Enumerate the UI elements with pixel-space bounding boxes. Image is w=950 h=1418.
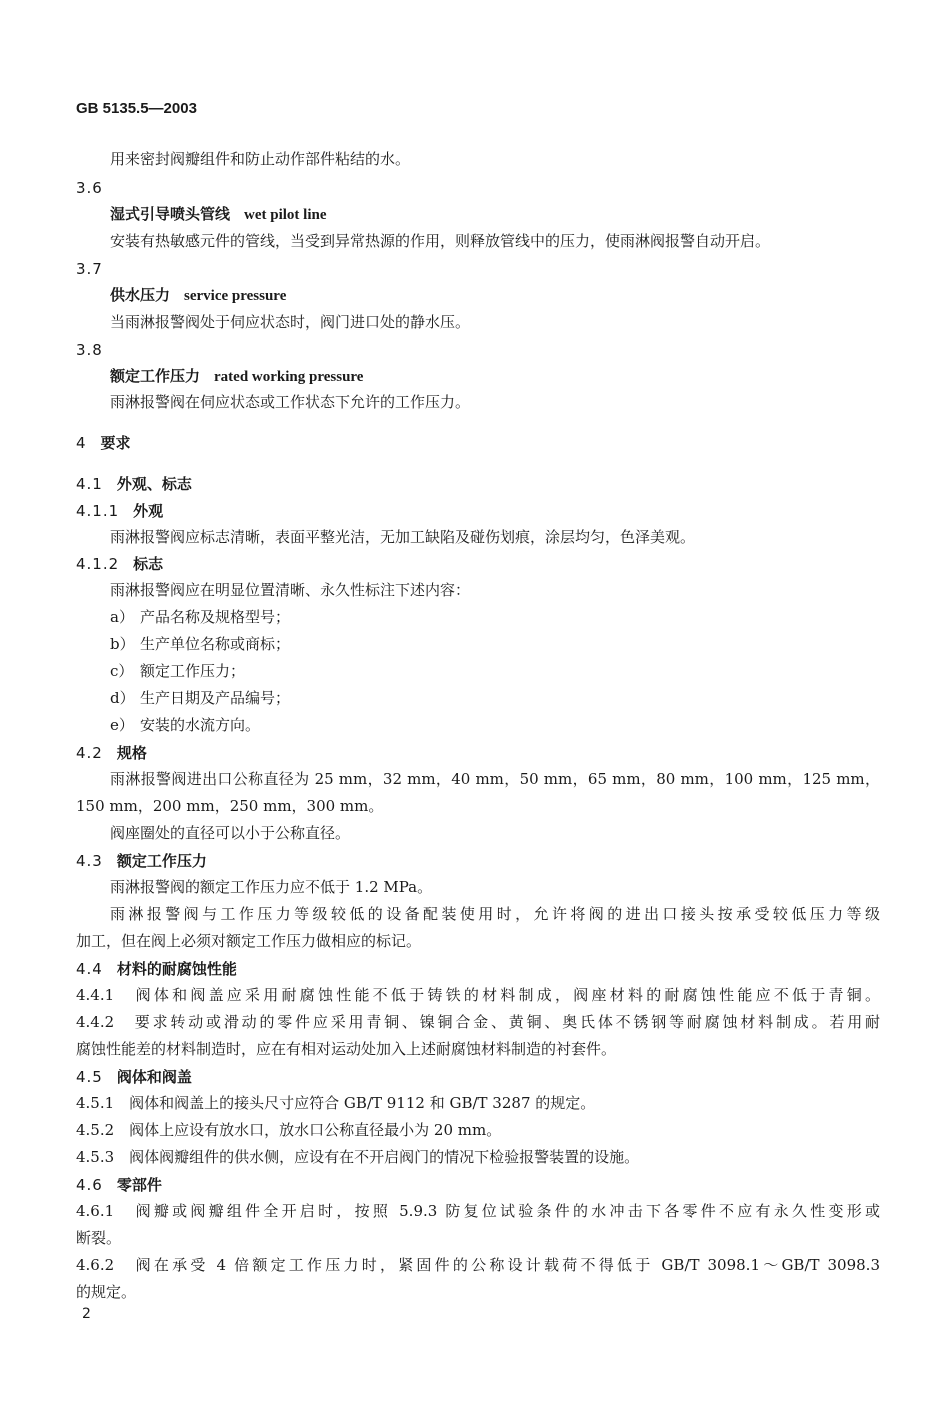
text-line: 4.6.1 阀瓣或阀瓣组件全开启时，按照 5.9.3 防复位试验条件的水冲击下各零件不应有永久性变形或 [76, 1202, 880, 1220]
list-item: b） 生产单位名称或商标； [110, 635, 291, 653]
text-line: 4.4.2 要求转动或滑动的零件应采用青铜、镍铜合金、黄铜、奥氏体不锈钢等耐腐蚀材料制成。若用耐 [76, 1013, 880, 1031]
term-definition: 雨淋报警阀在伺应状态或工作状态下允许的工作压力。 [110, 393, 471, 411]
text-line: 4.5.1 阀体和阀盖上的接头尺寸应符合 GB/T 9112 和 GB/T 3287 的规定。 [76, 1094, 596, 1112]
clause-number: 3.6 [76, 179, 103, 197]
list-item: d） 生产日期及产品编号； [110, 689, 291, 707]
term-heading [110, 203, 880, 226]
text-line: 加工，但在阀上必须对额定工作压力做相应的标记。 [76, 932, 422, 950]
text-line: 腐蚀性能差的材料制造时，应在有相对运动处加入上述耐腐蚀材料制造的衬套件。 [76, 1040, 617, 1058]
page-number: 2 [82, 1306, 91, 1322]
text-line: 4.5.3 阀体阀瓣组件的供水侧，应设有在不开启阀门的情况下检验报警装置的设施。 [76, 1148, 640, 1166]
term-title-en: wet pilot line [244, 207, 327, 223]
text-line: 4.4.1 阀体和阀盖应采用耐腐蚀性能不低于铸铁的材料制成，阀座材料的耐腐蚀性能应不低于青铜。 [76, 986, 880, 1004]
text-line: 4.6.2 阀在承受 4 倍额定工作压力时，紧固件的公称设计载荷不得低于 GB/T 3098.1～GB/T 3098.3 [76, 1256, 880, 1274]
term-title-cn: 供水压力 [110, 286, 171, 304]
text-line: 用来密封阀瓣组件和防止动作部件粘结的水。 [110, 150, 411, 168]
term-heading [110, 284, 880, 307]
text-line: 雨淋报警阀与工作压力等级较低的设备配装使用时，允许将阀的进出口接头按承受较低压力等级 [110, 905, 880, 923]
section-heading: 4.4 材料的耐腐蚀性能 [76, 960, 237, 978]
term-title-cn: 湿式引导喷头管线 [110, 205, 231, 223]
term-heading [110, 365, 880, 388]
term-title-en: rated working pressure [214, 369, 364, 385]
section-heading: 4.1 外观、标志 [76, 475, 192, 493]
text-line: 雨淋报警阀应在明显位置清晰、永久性标注下述内容： [110, 581, 471, 599]
section-heading: 4.5 阀体和阀盖 [76, 1068, 192, 1086]
clause-number: 3.7 [76, 260, 103, 278]
term-title-cn: 额定工作压力 [110, 367, 201, 385]
term-definition: 安装有热敏感元件的管线，当受到异常热源的作用，则释放管线中的压力，使雨淋阀报警自动开启。 [110, 232, 771, 250]
list-item: c） 额定工作压力； [110, 662, 246, 680]
section-heading: 4.2 规格 [76, 744, 147, 762]
term-title-en: service pressure [184, 288, 287, 304]
list-item: e） 安装的水流方向。 [110, 716, 261, 734]
document-code: GB 5135.5—2003 [76, 100, 197, 117]
text-line: 的规定。 [76, 1283, 137, 1301]
text-line: 150 mm，200 mm，250 mm，300 mm。 [76, 797, 384, 815]
text-line: 雨淋报警阀进出口公称直径为 25 mm，32 mm，40 mm，50 mm，65 mm，80 mm，100 mm，125 mm， [110, 770, 880, 788]
list-item: a） 产品名称及规格型号； [110, 608, 291, 626]
clause-number: 3.8 [76, 341, 103, 359]
text-line: 雨淋报警阀的额定工作压力应不低于 1.2 MPa。 [110, 878, 433, 896]
subsection-heading: 4.1.2 标志 [76, 555, 164, 573]
term-definition: 当雨淋报警阀处于伺应状态时，阀门进口处的静水压。 [110, 313, 471, 331]
text-line: 雨淋报警阀应标志清晰，表面平整光洁，无加工缺陷及碰伤划痕，涂层均匀，色泽美观。 [110, 528, 696, 546]
text-line: 断裂。 [76, 1229, 122, 1247]
text-line: 阀座圈处的直径可以小于公称直径。 [110, 824, 351, 842]
section-heading: 4.6 零部件 [76, 1176, 162, 1194]
subsection-heading: 4.1.1 外观 [76, 502, 164, 520]
section-heading: 4.3 额定工作压力 [76, 852, 207, 870]
section-heading: 4 要求 [76, 434, 131, 452]
text-line: 4.5.2 阀体上应设有放水口，放水口公称直径最小为 20 mm。 [76, 1121, 502, 1139]
